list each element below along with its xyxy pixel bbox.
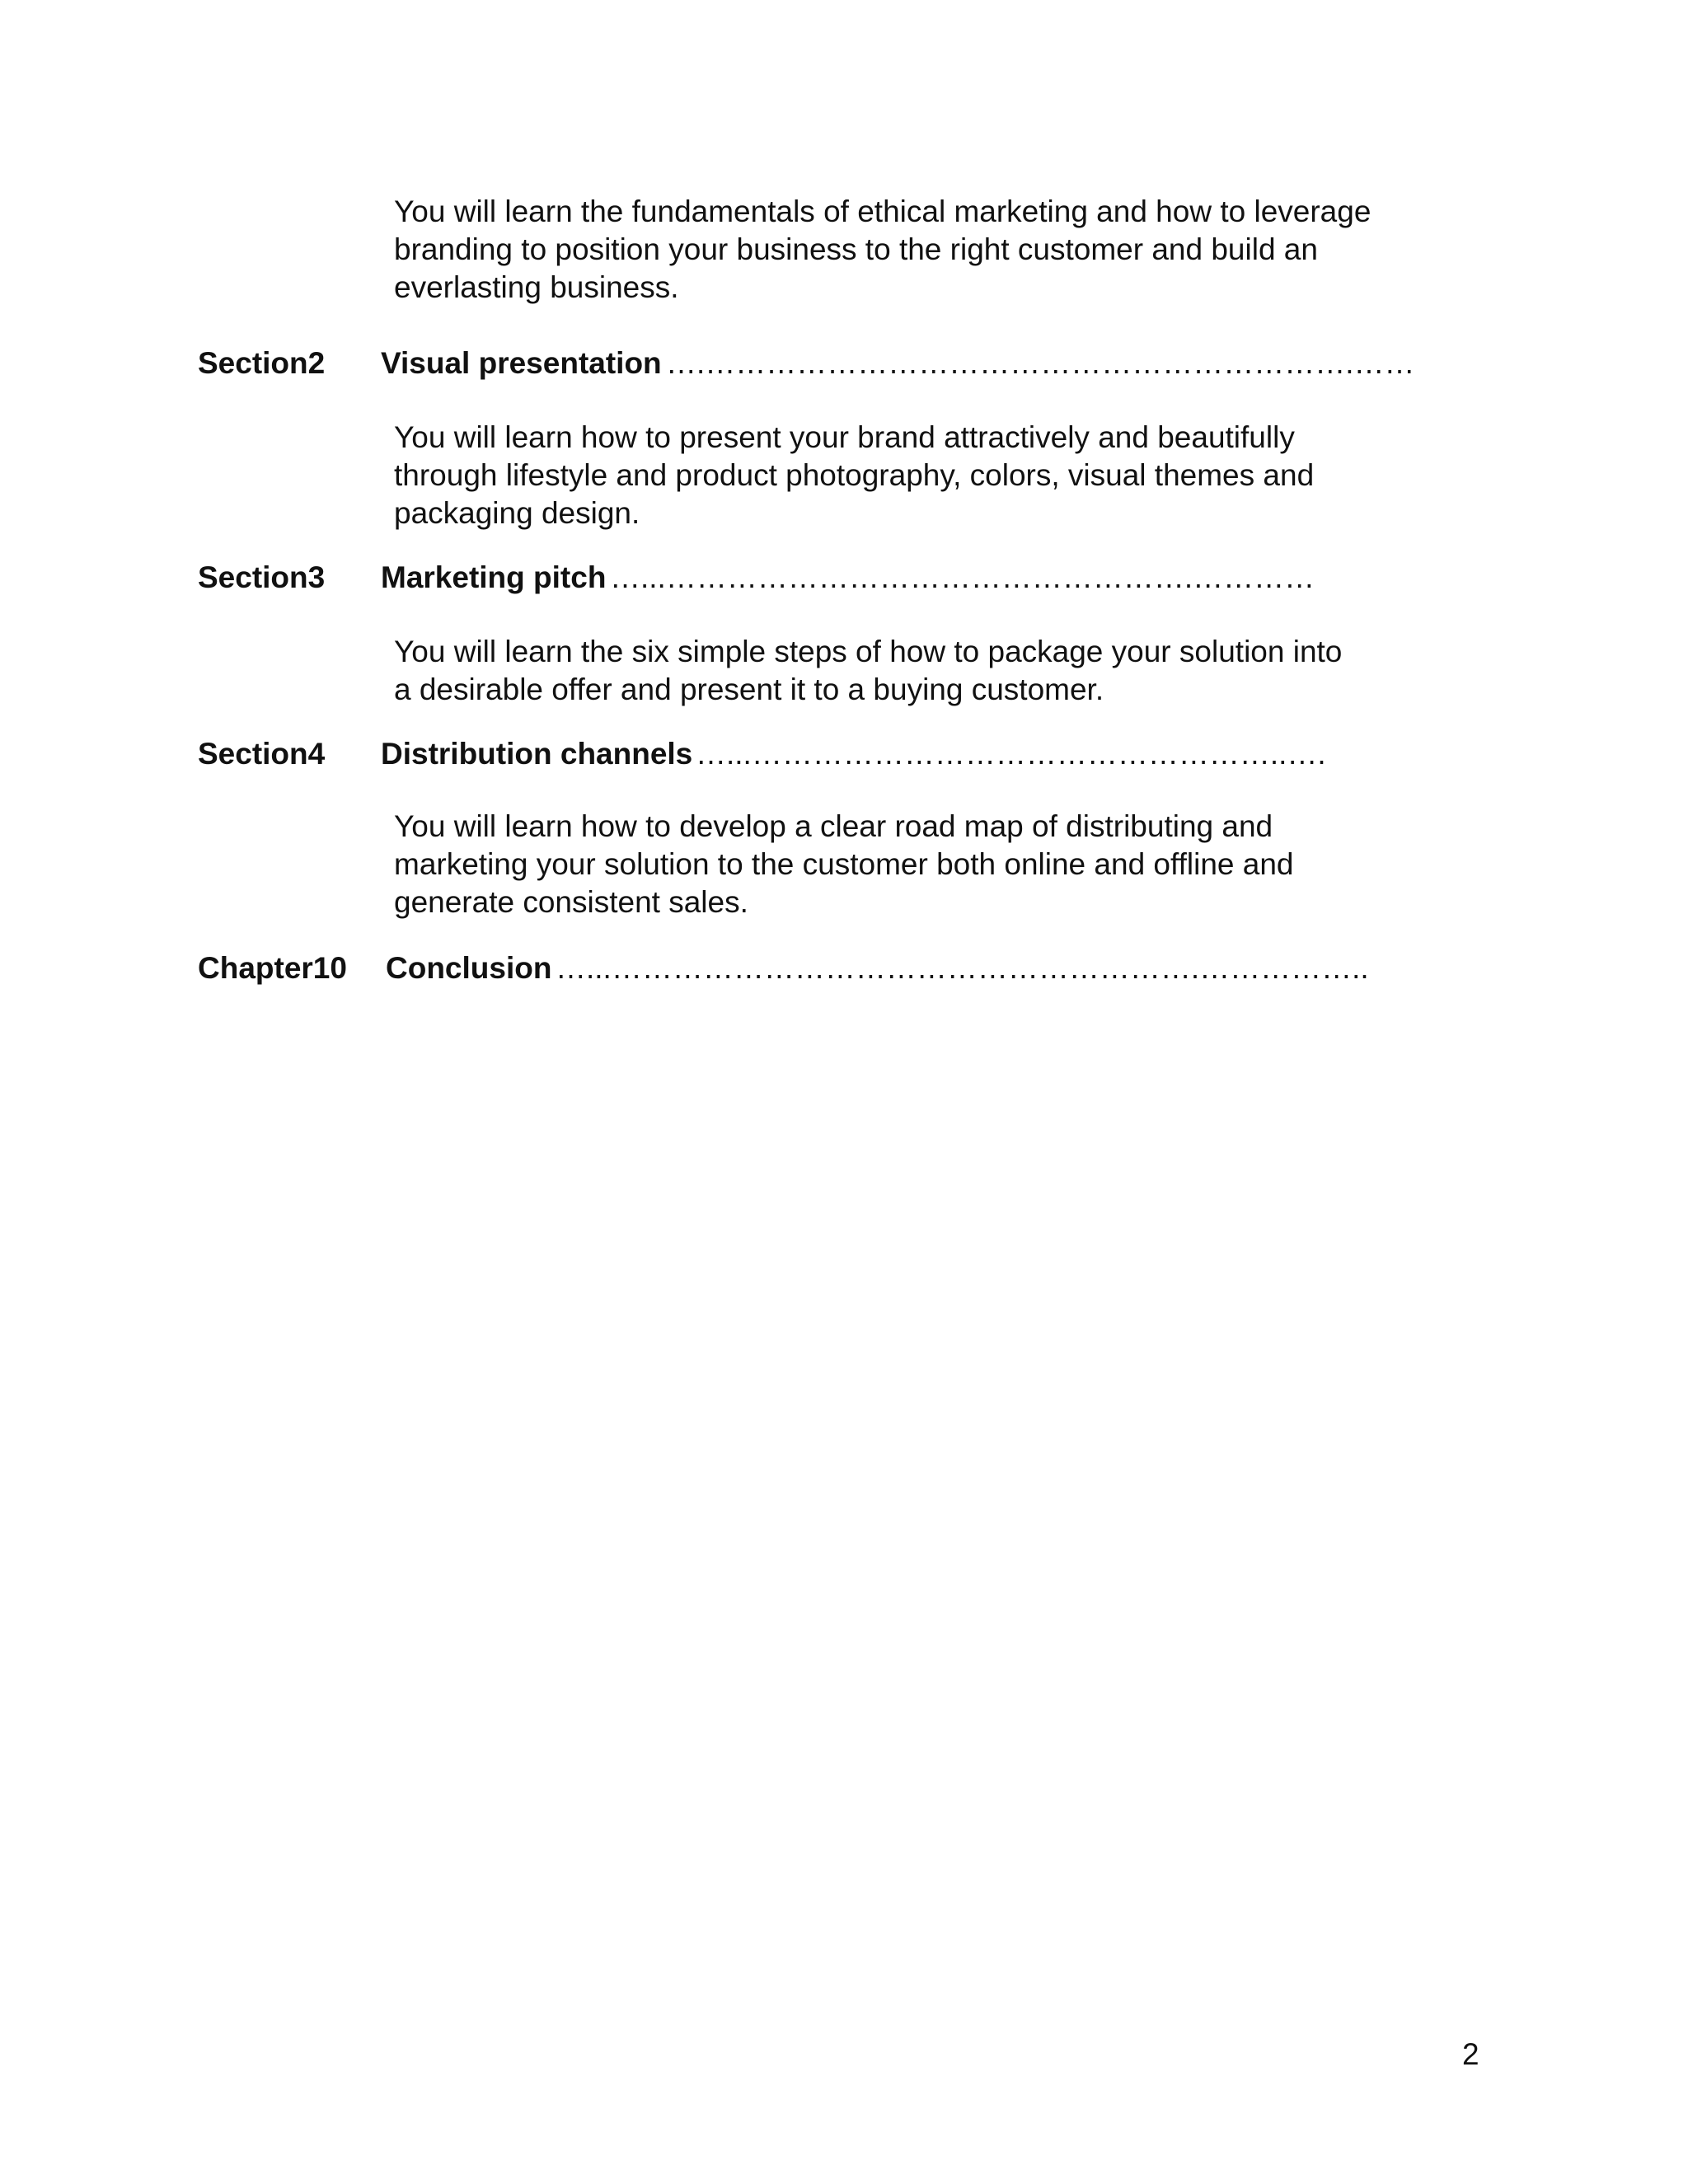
toc-entry-number: Section4 bbox=[198, 737, 326, 771]
toc-entry-leader: …...…………………………………………….………… bbox=[610, 560, 1315, 594]
intro-line: branding to position your business to the right customer and build an bbox=[394, 232, 1318, 266]
intro-line: everlasting business. bbox=[394, 270, 679, 304]
toc-entry-section3[interactable] bbox=[198, 559, 1352, 597]
description-line: through lifestyle and product photography, colors, visual themes and bbox=[394, 458, 1315, 492]
toc-entry-description bbox=[394, 419, 1400, 532]
toc-entry-number: Section3 bbox=[198, 560, 326, 594]
toc-entry-description bbox=[394, 808, 1400, 921]
toc-entry-number: Chapter10 bbox=[198, 951, 347, 985]
description-line: packaging design. bbox=[394, 496, 640, 530]
toc-entry-title: Conclusion bbox=[386, 951, 552, 985]
description-line: You will learn the six simple steps of how to package your solution into bbox=[394, 635, 1343, 668]
description-line: You will learn how to present your brand attractively and beautifully bbox=[394, 420, 1295, 454]
toc-entry-number: Section2 bbox=[198, 346, 326, 380]
toc-entry-chapter10[interactable] bbox=[198, 949, 1369, 987]
page-number: 2 bbox=[1462, 2037, 1479, 2071]
intro-paragraph bbox=[394, 193, 1400, 307]
toc-entry-title: Distribution channels bbox=[381, 737, 693, 771]
toc-entry-section4[interactable] bbox=[198, 735, 1352, 773]
toc-entry-title: Visual presentation bbox=[381, 346, 662, 380]
toc-entry-title: Marketing pitch bbox=[381, 560, 607, 594]
description-line: You will learn how to develop a clear road map of distributing and bbox=[394, 809, 1273, 843]
description-line: marketing your solution to the customer both online and offline and bbox=[394, 847, 1294, 881]
toc-entry-leader: …...………………………………………………….…………….. bbox=[556, 951, 1369, 985]
description-line: generate consistent sales. bbox=[394, 885, 748, 919]
intro-line: You will learn the fundamentals of ethical marketing and how to leverage bbox=[394, 194, 1372, 228]
toc-entry-leader: …...……………………………………………..…. bbox=[696, 737, 1326, 771]
toc-entry-section2[interactable] bbox=[198, 344, 1415, 382]
description-line: a desirable offer and present it to a buying customer. bbox=[394, 673, 1104, 706]
toc-entry-leader: ….……………………………………………………….…… bbox=[666, 346, 1415, 380]
toc-entry-description bbox=[394, 633, 1400, 709]
